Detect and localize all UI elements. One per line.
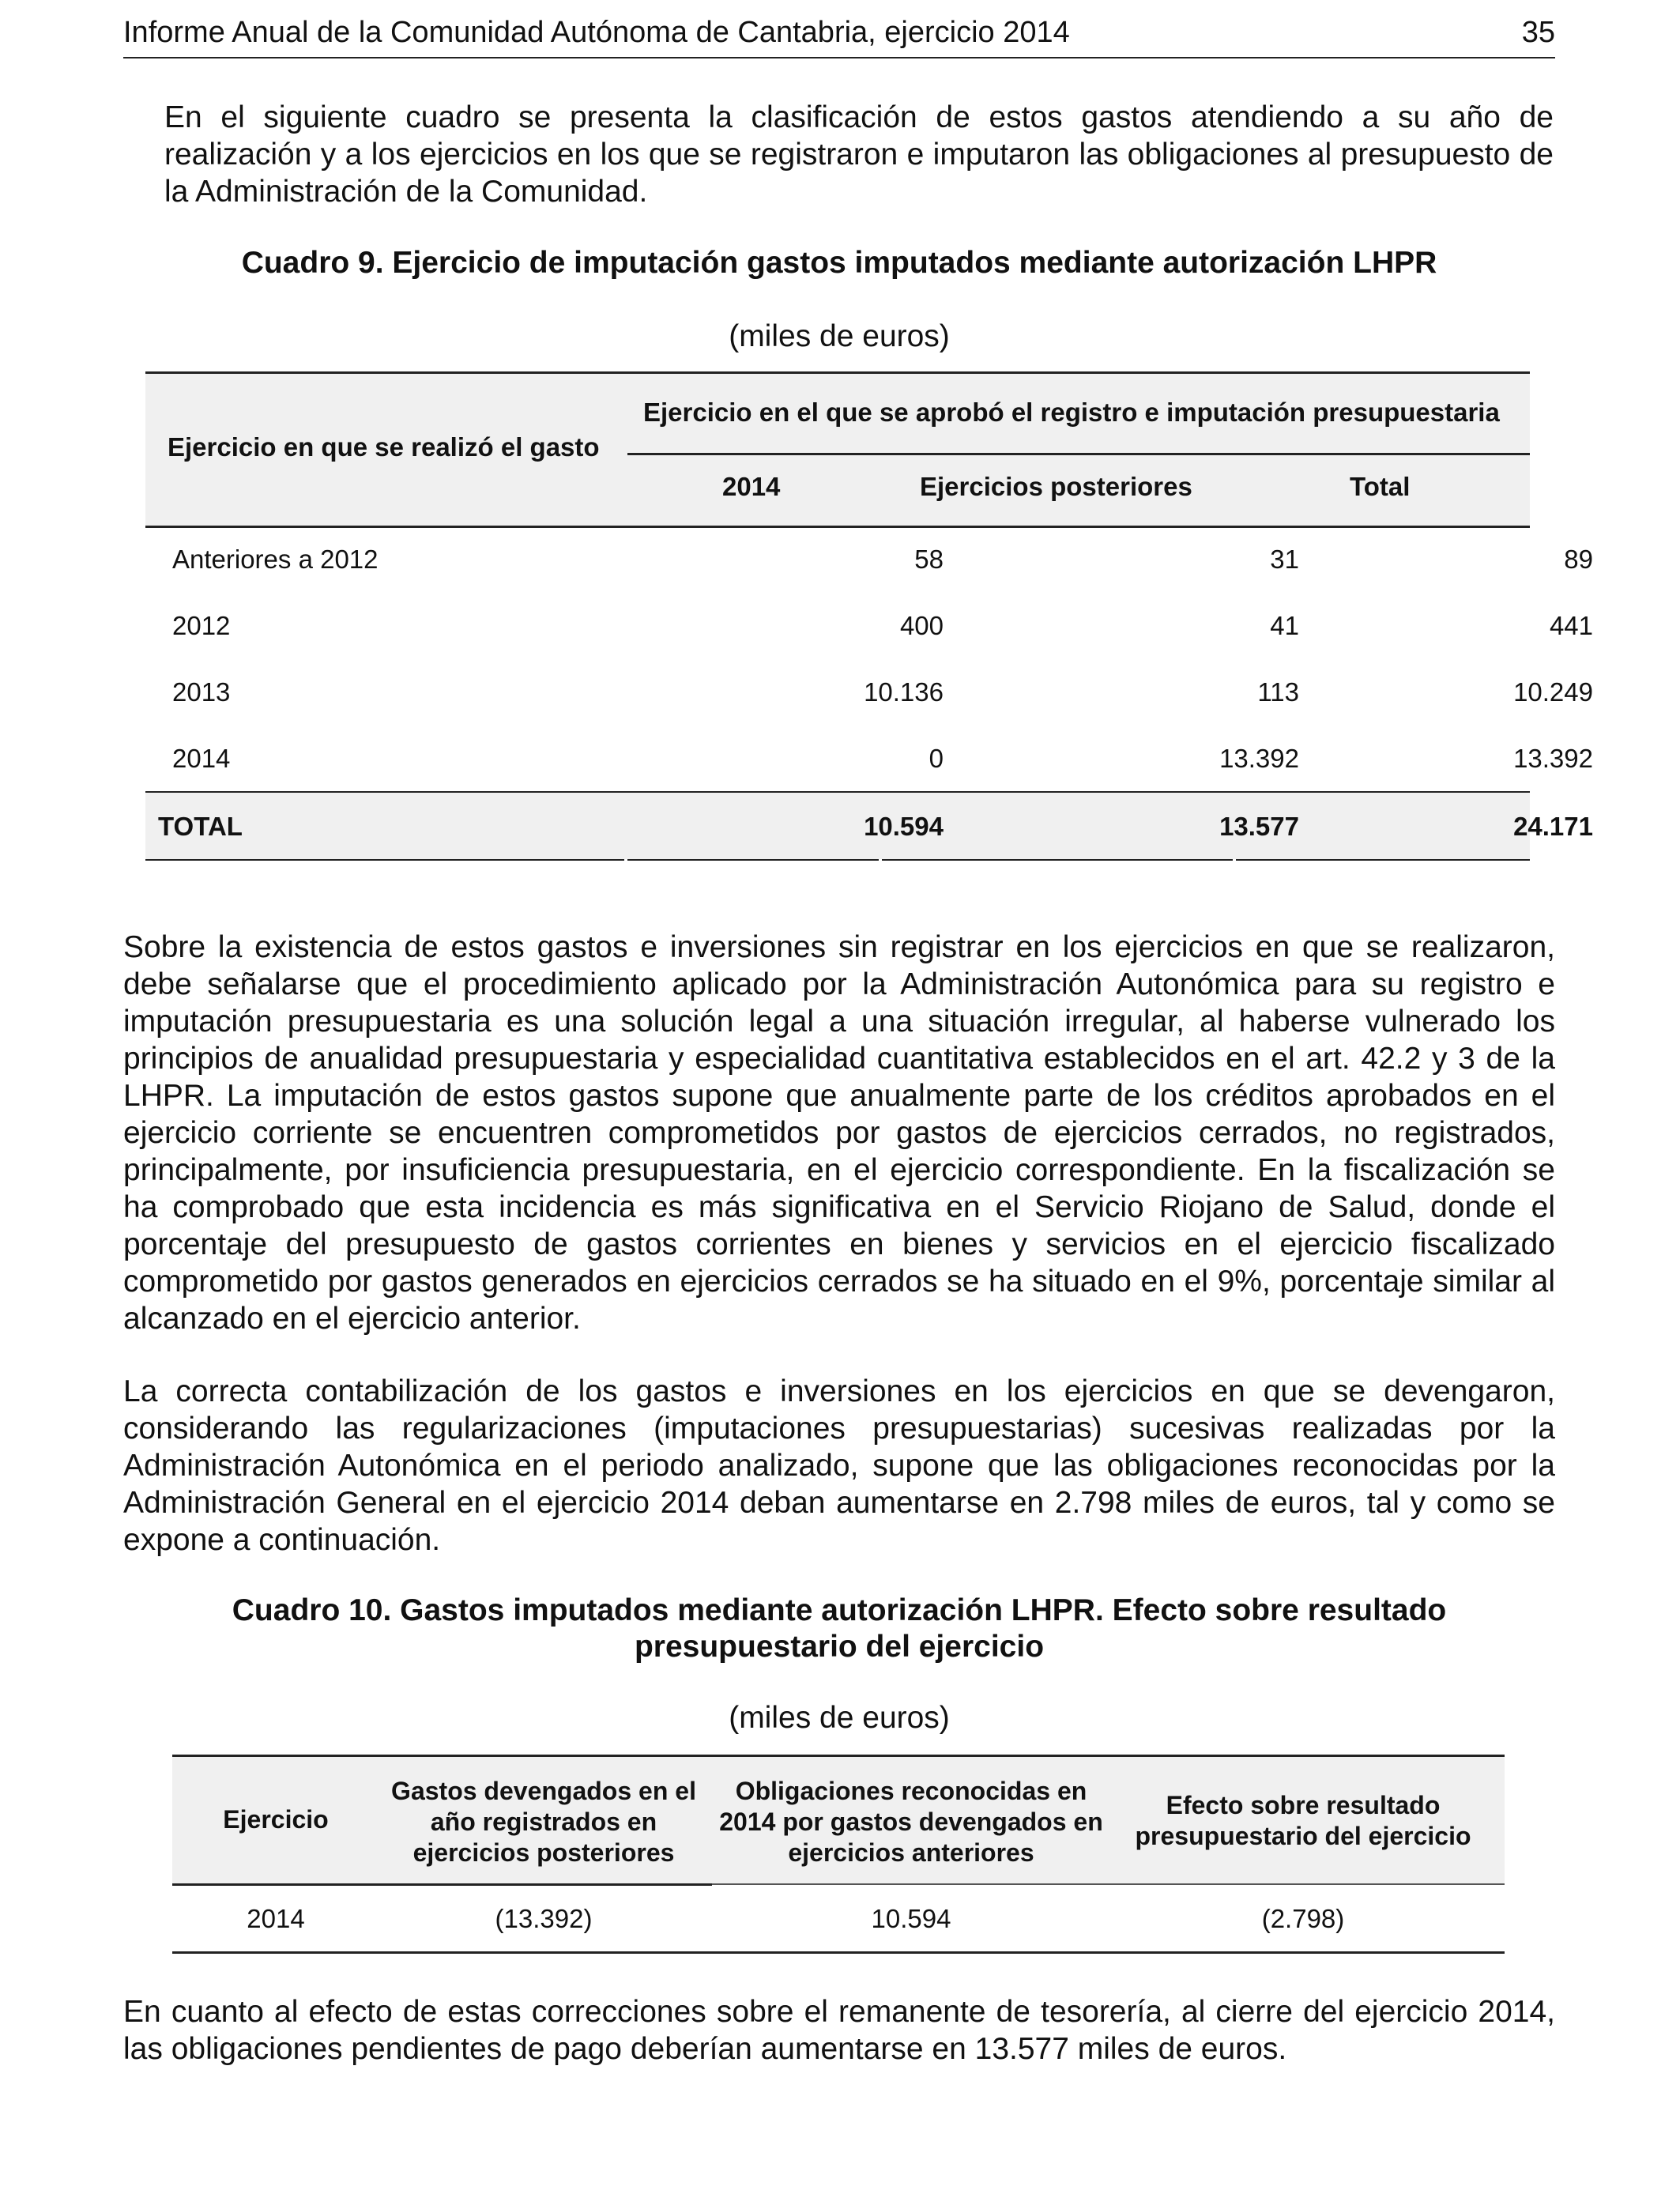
cell-2014: 0 bbox=[929, 744, 944, 773]
col-efecto: Efecto sobre resultado presupuestario del ejercicio bbox=[1135, 1791, 1471, 1850]
table1-units: (miles de euros) bbox=[729, 319, 950, 353]
table1-col-posteriores: Ejercicios posteriores bbox=[920, 472, 1192, 501]
total-2014: 10.594 bbox=[864, 812, 944, 841]
cell-posteriores: 113 bbox=[1257, 677, 1299, 707]
cell-posteriores: 13.392 bbox=[1219, 744, 1299, 773]
cell-posteriores: 41 bbox=[1270, 611, 1299, 640]
col-obligaciones: Obligaciones reconocidas en 2014 por gastos devengados en ejercicios anteriores bbox=[719, 1777, 1103, 1867]
table-row bbox=[145, 592, 1593, 658]
column-gap bbox=[624, 859, 627, 864]
table1-col-2014: 2014 bbox=[722, 472, 781, 501]
table1-group-header: Ejercicio en el que se aprobó el registro e imputación presupuestaria bbox=[643, 398, 1500, 427]
cell-2014: 58 bbox=[914, 545, 944, 574]
cell-total: 13.392 bbox=[1513, 744, 1593, 773]
table2-units: (miles de euros) bbox=[729, 1701, 950, 1735]
table-row bbox=[145, 526, 1593, 592]
table1-col-total: Total bbox=[1350, 472, 1411, 501]
row-label: 2014 bbox=[172, 744, 231, 773]
cell-total: 89 bbox=[1564, 545, 1593, 574]
table-row bbox=[145, 658, 1593, 725]
paragraph-irregularity: Sobre la existencia de estos gastos e inversiones sin registrar en los ejercicios en que se realizaron, debe señalarse que el procedimiento aplicado por la Administración Autonómica para su registro e imputación presupuestaria es una solución legal a una situación irregular, al haberse vulnerado los principios de anualidad presupuestaria y especialidad cuantitativa establecidos en el art. 42.2 y 3 de la LHPR. La imputación de estos gastos supone que anualmente parte de los créditos aprobados en el ejercicio corriente se encuentren comprometidos por gastos de ejercicios cerrados, no registrados, principalmente, por insuficiencia presupuestaria, en el ejercicio correspondiente. En la fiscalización se ha comprobado que esta incidencia es más significativa en el Servicio Riojano de Salud, donde el porcentaje del presupuesto de gastos corrientes en bienes y servicios en el ejercicio fiscalizado comprometido por gastos generados en ejercicios cerrados se ha situado en el 9%, porcentaje similar al alcanzado en el ejercicio anterior. bbox=[123, 930, 1555, 1336]
total-label: TOTAL bbox=[158, 812, 243, 841]
cell-gastos: (13.392) bbox=[495, 1904, 593, 1933]
total-total: 24.171 bbox=[1513, 812, 1593, 841]
col-gastos-devengados: Gastos devengados en el año registrados en ejercicios posteriores bbox=[391, 1777, 696, 1867]
table1-subheader-rule bbox=[627, 453, 1530, 455]
cell-ejercicio: 2014 bbox=[247, 1904, 305, 1933]
column-gap bbox=[1233, 859, 1236, 864]
report-title: Informe Anual de la Comunidad Autónoma de Cantabria, ejercicio 2014 bbox=[123, 16, 1070, 49]
table-row bbox=[172, 1885, 1505, 1954]
row-label: 2012 bbox=[172, 611, 231, 640]
table2-caption-line2: presupuestario del ejercicio bbox=[634, 1630, 1045, 1664]
paragraph-remanente: En cuanto al efecto de estas correcciones sobre el remanente de tesorería, al cierre del ejercicio 2014, las obligaciones pendientes de pago deberían aumentarse en 13.577 miles de euros. bbox=[123, 1995, 1555, 2066]
page-header bbox=[123, 14, 1555, 58]
row-label: Anteriores a 2012 bbox=[172, 545, 379, 574]
page-number: 35 bbox=[1521, 16, 1555, 49]
table1-row-header: Ejercicio en que se realizó el gasto bbox=[168, 432, 600, 462]
table1-header bbox=[145, 371, 1530, 528]
column-gap bbox=[879, 859, 882, 864]
table-total-row bbox=[145, 791, 1593, 861]
cell-2014: 400 bbox=[899, 611, 944, 640]
table1-caption: Cuadro 9. Ejercicio de imputación gastos imputados mediante autorización LHPR bbox=[241, 246, 1437, 280]
cell-efecto: (2.798) bbox=[1261, 1904, 1345, 1933]
row-label: 2013 bbox=[172, 677, 231, 707]
cell-posteriores: 31 bbox=[1270, 545, 1299, 574]
intro-paragraph: En el siguiente cuadro se presenta la clasificación de estos gastos atendiendo a su año de realización y a los ejercicios en los que se registraron e imputaron las obligaciones al presupuesto de la Administración de la Comunidad. bbox=[164, 100, 1554, 209]
cell-total: 10.249 bbox=[1513, 677, 1593, 707]
table2-header bbox=[172, 1755, 1505, 1883]
cell-2014: 10.136 bbox=[864, 677, 944, 707]
total-posteriores: 13.577 bbox=[1219, 812, 1299, 841]
table-row bbox=[145, 725, 1593, 791]
col-ejercicio: Ejercicio bbox=[223, 1805, 329, 1834]
paragraph-accounting: La correcta contabilización de los gastos e inversiones en los ejercicios en que se devengaron, considerando las regularizaciones (imputaciones presupuestarias) sucesivas realizadas por la Administración Autonómica en el periodo analizado, supone que las obligaciones reconocidas por la Administración General en el ejercicio 2014 deban aumentarse en 2.798 miles de euros, tal y como se expone a continuación. bbox=[123, 1374, 1555, 1557]
cell-total: 441 bbox=[1549, 611, 1593, 640]
table2-caption-line1: Cuadro 10. Gastos imputados mediante autorización LHPR. Efecto sobre resultado bbox=[232, 1593, 1447, 1627]
cell-obligaciones: 10.594 bbox=[871, 1904, 951, 1933]
